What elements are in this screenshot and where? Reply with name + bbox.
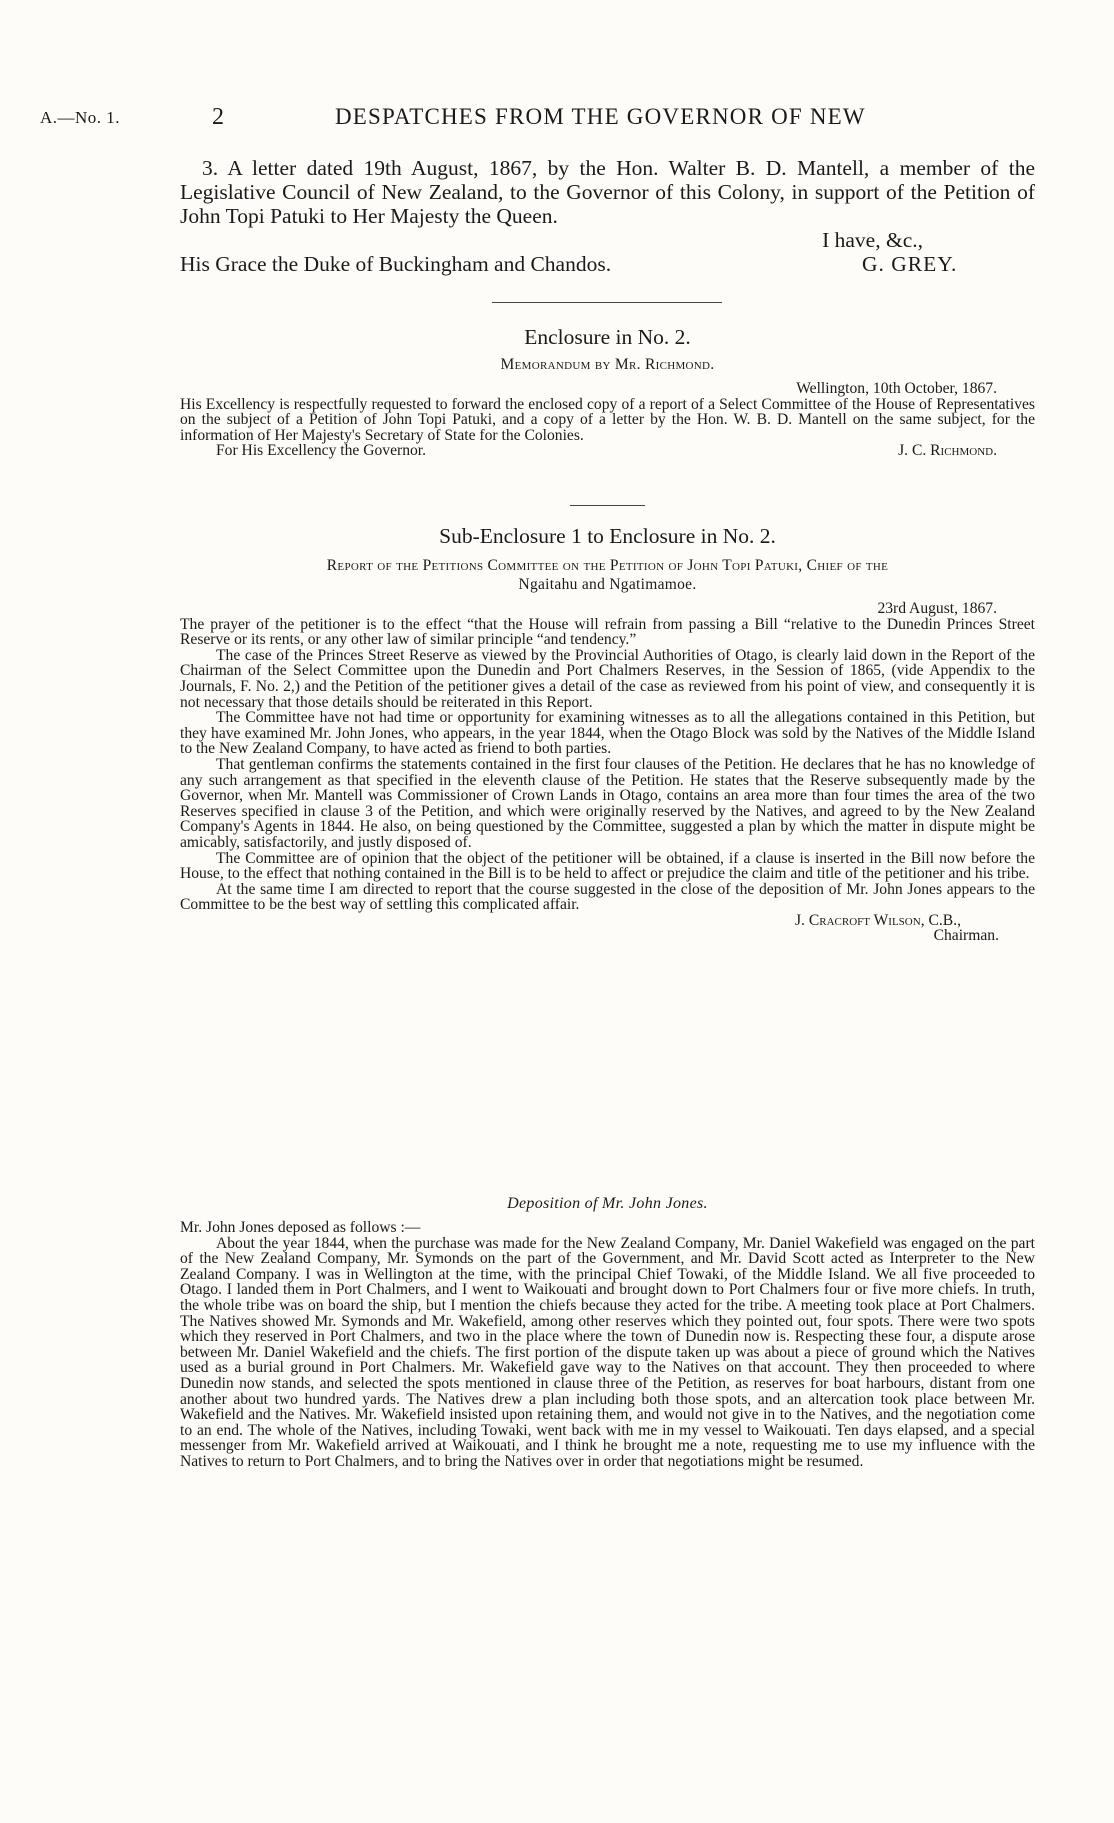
memorandum [180, 381, 1035, 461]
report-subheading-line2: Ngaitahu and Ngatimamoe. [518, 576, 697, 593]
deposition-heading: Deposition of Mr. John Jones. [507, 1195, 708, 1212]
sub-enclosure-heading: Sub-Enclosure 1 to Enclosure in No. 2. [439, 524, 776, 548]
memorandum-for-line: For His Excellency the Governor. [216, 442, 427, 460]
deposition [180, 1220, 1035, 1470]
document-reference: A.—No. 1. [40, 108, 121, 127]
deposition-body: About the year 1844, when the purchase was made for the New Zealand Company, Mr. Daniel Wakefield was engaged on the part of the New Zealand Company, Mr. Symonds on the part of the Government, and Mr. David Scott acted as Interpreter to the New Zealand Company. I was in Wellington at the time, with the principal Chief Towaki, of the Middle Island. We all five proceeded to Otago. I landed them in Port Chalmers, and I went to Waikouati and brought down to Port Chalmers four or five more chiefs. In truth, the whole tribe was on board the ship, but I mention the chiefs because they acted for the tribe. A meeting took place at Port Chalmers. The Natives showed Mr. Symonds and Mr. Wakefield, among other reserves which they pointed out, four spots. There were two spots which they reserved in Port Chalmers, and two in the place where the town of Dunedin now is. Respecting these four, a dispute arose between Mr. Daniel Wakefield and the chiefs. The first portion of the dispute taken up was about a piece of ground which the Natives used as a burial ground in Port Chalmers. Mr. Wakefield gave way to the Natives on that account. They then proceeded to where Dunedin now stands, and selected the spots mentioned in clause three of the Petition, as reserves for boat harbours, distant from one another about two hundred yards. The Natives drew a plan including both those spots, and an altercation took place between Mr. Wakefield and the Natives. Mr. Wakefield insisted upon retaining them, and would not give in to the Natives, and the negotiation come to an end. The whole of the Natives, including Towaki, went back with me in my vessel to Waikouati. Ten days elapsed, and a special messenger from Mr. Wakefield arrived at Waikouati, and I think he brought me a note, requesting me to use my influence with the Natives to return to Port Chalmers, and to bring the Natives over in order that negotiations might be resumed. [180, 1234, 1035, 1470]
memorandum-sign-row [180, 443, 1035, 461]
report-date: 23rd August, 1867. [877, 600, 997, 617]
governor-signature: G. GREY. [862, 252, 958, 276]
chairman-title: Chairman. [933, 927, 999, 945]
memorandum-signature: J. C. Richmond. [898, 442, 997, 460]
page-number: 2 [212, 104, 224, 130]
short-divider [570, 505, 645, 506]
report-paragraph: The Committee are of opinion that the object of the petitioner will be obtained, if a clause is inserted in the Bill now before the House, to the effect that nothing contained in the Bill is to be held to affect or prejudice the claim and title of the petitioner and his tribe. [180, 849, 1035, 883]
report-paragraph: The prayer of the petitioner is to the effect “that the House will refrain from passing a Bill “relative to the Dunedin Princes Street Reserve or its rents, or any other law of similar principle “and tendency.” [180, 615, 1035, 649]
despatch-closing [180, 156, 1035, 280]
chairman-signature: J. Cracroft Wilson, C.B., [794, 911, 961, 929]
memorandum-date: Wellington, 10th October, 1867. [796, 380, 997, 397]
deposition-opening: Mr. John Jones deposed as follows :— [180, 1219, 421, 1236]
page-header [40, 106, 1054, 136]
report-paragraph: The Committee have not had time or opportunity for examining witnesses as to all the allegations contained in this Petition, but they have examined Mr. John Jones, who appears, in the year 1844, when the Otago Block was sold by the Natives of the Middle Island to the New Zealand Company, to have acted as friend to both parties. [180, 709, 1035, 758]
addressee: His Grace the Duke of Buckingham and Chandos. [180, 252, 612, 276]
item-3-paragraph: 3. A letter dated 19th August, 1867, by the Hon. Walter B. D. Mantell, a member of the Legislative Council of New Zealand, to the Governor of this Colony, in support of the Petition of John Topi Patuki to Her Majesty the Queen. [180, 156, 1035, 228]
committee-report [180, 601, 1035, 944]
closing-formula: I have, &c., [822, 228, 923, 252]
addressee-row [180, 252, 1035, 280]
enclosure-subheading: Memorandum by Mr. Richmond. [500, 356, 715, 373]
running-title: DESPATCHES FROM THE GOVERNOR OF NEW [335, 104, 866, 129]
enclosure-heading: Enclosure in No. 2. [524, 325, 691, 349]
report-paragraph: At the same time I am directed to report that the course suggested in the close of the deposition of Mr. John Jones appears to the Committee to be the best way of settling this complicated affair. [180, 880, 1035, 914]
report-subheading-line1: Report of the Petitions Committee on the Petition of John Topi Patuki, Chief of the [326, 557, 889, 574]
report-paragraph: The case of the Princes Street Reserve as viewed by the Provincial Authorities of Otago, is clearly laid down in the Report of the Chairman of the Select Committee upon the Dunedin and Port Chalmers Reserves, in the Session of 1865, (vide Appendix to the Journals, F. No. 2,) and the Petition of the petitioner gives a detail of the case as reviewed from his point of view, and consequently it is not necessary that those details should be reiterated in this Report. [180, 646, 1035, 711]
section-divider [492, 302, 722, 303]
memorandum-body: His Excellency is respectfully requested to forward the enclosed copy of a report of a Select Committee of the House of Representatives on the subject of a Petition of John Topi Patuki, and a copy of a letter by the Hon. W. B. D. Mantell on the same subject, for the information of Her Majesty's Secretary of State for the Colonies. [180, 395, 1035, 444]
report-paragraph: That gentleman confirms the statements contained in the first four clauses of the Petition. He declares that he has no knowledge of any such arrangement as that specified in the eleventh clause of the Petition. He states that the Reserve subsequently made by the Governor, when Mr. Mantell was Commissioner of Crown Lands in Otago, contains an area more than four times the area of the two Reserves specified in clause 3 of the Petition, and which were originally reserved by the Natives, and agreed to by the New Zealand Company's Agents in 1844. He also, on being questioned by the Committee, suggested a plan by which the matter in dispute might be amicably, satisfactorily, and justly disposed of. [180, 755, 1035, 851]
